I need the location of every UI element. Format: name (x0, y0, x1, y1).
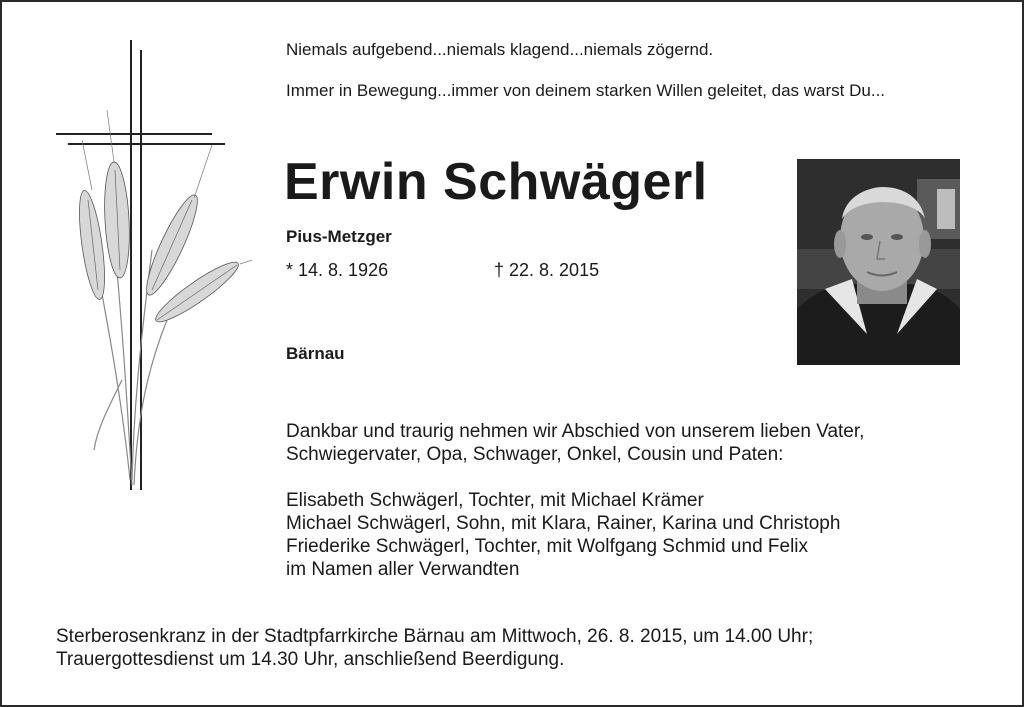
deceased-name: Erwin Schwägerl (284, 153, 708, 211)
service-line-2: Trauergottesdienst um 14.30 Uhr, anschließend Beerdigung. (56, 649, 565, 670)
cross-with-wheat-icon (52, 40, 252, 495)
family-member: Elisabeth Schwägerl, Tochter, mit Michael Krämer (286, 490, 704, 511)
quote-line-1: Niemals aufgebend...niemals klagend...niemals zögernd. (286, 40, 714, 59)
birth-date: * 14. 8. 1926 (286, 260, 389, 280)
service-line-1: Sterberosenkranz in der Stadtpfarrkirche Bärnau am Mittwoch, 26. 8. 2015, um 14.00 Uhr; (56, 626, 814, 647)
portrait-photo (797, 159, 960, 365)
message-line-1: Dankbar und traurig nehmen wir Abschied von unserem lieben Vater, (286, 421, 865, 442)
place-name: Bärnau (286, 344, 345, 363)
deceased-nickname: Pius-Metzger (286, 227, 392, 246)
message-line-2: Schwiegervater, Opa, Schwager, Onkel, Cousin und Paten: (286, 444, 784, 465)
family-member: im Namen aller Verwandten (286, 559, 520, 580)
death-date: † 22. 8. 2015 (494, 260, 600, 280)
family-member: Friederike Schwägerl, Tochter, mit Wolfgang Schmid und Felix (286, 536, 809, 557)
family-member: Michael Schwägerl, Sohn, mit Klara, Rainer, Karina und Christoph (286, 513, 841, 534)
quote-line-2: Immer in Bewegung...immer von deinem starken Willen geleitet, das warst Du... (286, 81, 886, 100)
